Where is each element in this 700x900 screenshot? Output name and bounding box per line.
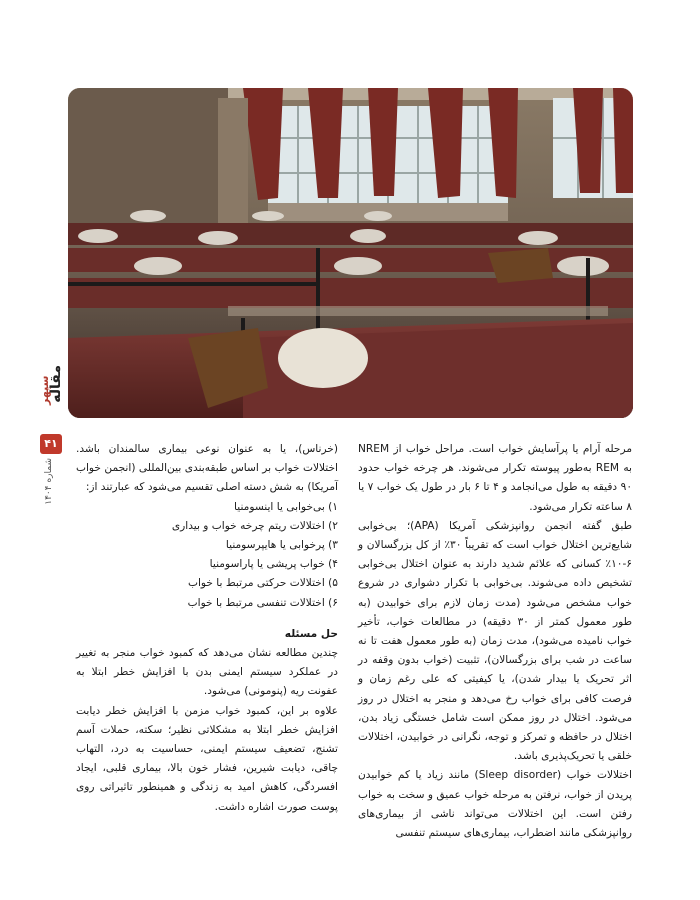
article-column-right	[358, 440, 632, 843]
list-item: ۱) بی‌خوابی یا اینسومنیا	[234, 500, 338, 513]
paragraph: طبق گفته انجمن روانپزشکی آمریکا (APA)؛ بی‌خوابی شایع‌ترین اختلال خواب است که تقریباً ۳۰٪ از کل بزرگسالان و ۶-۱۰٪ کسانی که علائم شدید دارند به عنوان اختلال بی‌خوابی تشخیص داده می‌شوند. بی‌خوابی با تکرار دشواری در شروع خواب مشخص می‌شود (مدت زمان لازم برای خوابیدن (به طور معمول کمتر از ۳۰ دقیقه) در مطالعات خواب، تأخیر خواب نامیده می‌شود)، مدت زمان (به طور معمول هفت تا نه ساعت در شب برای بزرگسالان)، تثبیت (خواب بدون وقفه در اثر تحریک یا بیدار شدن)، یا کیفیتی که علی رغم زمان و فرصت کافی برای خواب رخ می‌دهد و منجر به اختلال در روز می‌شود. اختلال در روز ممکن است شامل خستگی زیاد بدن، اختلال در حافظه و تمرکز و توجه، نگرانی در خوابیدن، اختلالات خلقی یا تحریک‌پذیری باشد.	[358, 519, 633, 763]
list-item: ۶) اختلالات تنفسی مرتبط با خواب	[187, 596, 338, 609]
paragraph: علاوه بر این، کمبود خواب مزمن با افزایش خطر دیابت افزایش خطر ابتلا به مشکلاتی نظیر؛ سکته، حملات آسم تشنج، تضعیف سیستم ایمنی، حساسیت به درد، التهاب چاقی، دیابت شیرین، فشار خون بالا، بیماری قلبی، ایجاد افسردگی، کاهش امید به زندگی و همینطور تاثیراتی روی پوست صورت اشاره داشت.	[76, 704, 338, 813]
issue-label: شماره ۱۴۰۴	[44, 458, 54, 505]
list-item: ۲) اختلالات ریتم چرخه خواب و بیداری	[171, 519, 338, 532]
paragraph: چندین مطالعه نشان می‌دهد که کمبود خواب منجر به تغییر در عملکرد سیستم ایمنی بدن با افزایش خطر ابتلا به عفونت ریه (پنومونی) می‌شود.	[76, 647, 338, 698]
paragraph: مرحله آرام یا پرآسایش خواب است. مراحل خواب از NREM به REM به‌طور پیوسته تکرار می‌شوند. هر چرخه خواب حدود ۹۰ دقیقه به طول می‌انجامد و ۴ تا ۶ بار در طول یک خواب ۷ یا ۸ ساعته تکرار می‌شود.	[358, 443, 633, 513]
list-item: ۴) خواب پریشی یا پاراسومنیا	[209, 558, 338, 571]
dormitory-photo	[68, 88, 633, 418]
magazine-logo: سپهر	[38, 375, 51, 405]
paragraph: اختلالات خواب (Sleep disorder) مانند زیاد یا کم خوابیدن پریدن از خواب، نرفتن به مرحله خواب عمیق و سخت به خواب رفتن است. این اختلالات می‌تواند ناشی از بیماری‌های روانپزشکی مانند اضطراب، بیماری‌های سیستم تنفسی	[358, 769, 632, 840]
section-label: مقاله	[48, 365, 64, 403]
article-column-left	[76, 440, 338, 817]
paragraph: (خرناس)، یا به عنوان نوعی بیماری سالمندان باشد. اختلالات خواب بر اساس طبقه‌بندی بین‌المللی (انجمن خواب آمریکا) به شش دسته اصلی تقسیم می‌شود که عبارتند از:	[76, 443, 338, 494]
article-photo	[68, 88, 633, 418]
page-number: ۴۱	[40, 434, 62, 454]
list-item: ۵) اختلالات حرکتی مرتبط با خواب	[188, 577, 338, 590]
list-item: ۳) پرخوابی یا هایپرسومنیا	[225, 539, 338, 552]
section-heading: حل مسئله	[284, 627, 338, 640]
